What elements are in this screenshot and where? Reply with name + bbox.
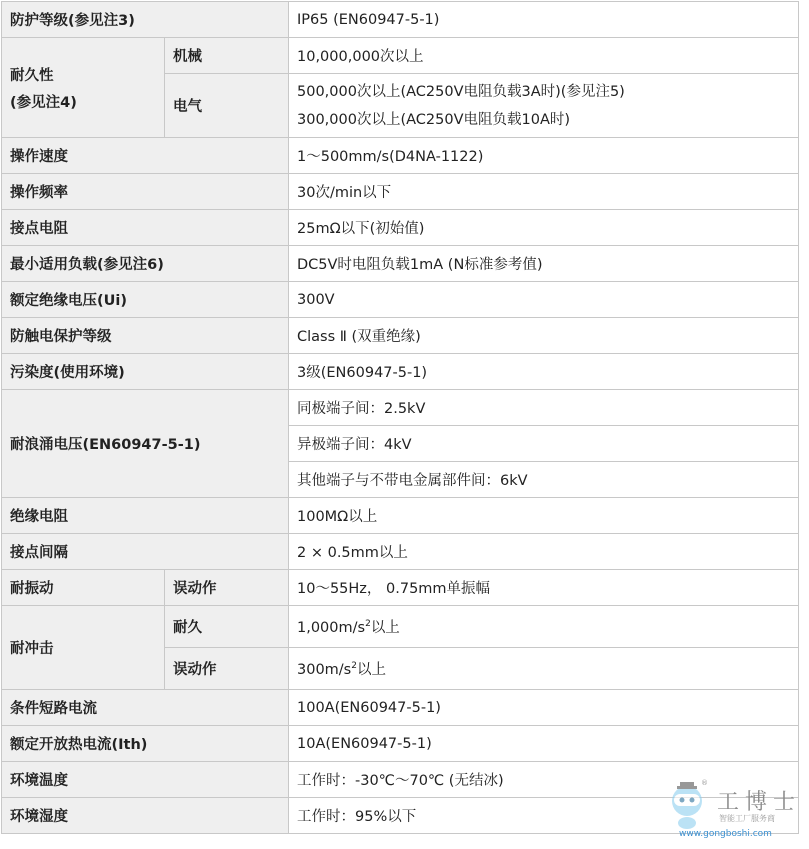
- table-row: [2, 390, 799, 426]
- row-label-insulation-resistance: 绝缘电阻: [2, 498, 289, 534]
- row-label-durability: [2, 38, 165, 138]
- row-label-contact-gap: 接点间隔: [2, 534, 289, 570]
- table-row: [2, 498, 799, 534]
- table-row: [2, 534, 799, 570]
- row-value-contact-gap: 2 × 0.5mm以上: [289, 534, 799, 570]
- electrical-value-line2: 300,000次以上(AC250V电阻负载10A时): [297, 111, 571, 128]
- watermark-url: www.gongboshi.com: [679, 829, 772, 839]
- row-label-contact-resistance: 接点电阻: [2, 210, 289, 246]
- table-row: [2, 174, 799, 210]
- row-label-vibration: 耐振动: [2, 570, 165, 606]
- row-value-shock-malfunction: [289, 648, 799, 690]
- row-value-insulation-voltage: 300V: [289, 282, 799, 318]
- watermark: [661, 777, 801, 843]
- row-label-ambient-humidity: 环境湿度: [2, 798, 289, 834]
- shock-durability-main: 1,000m/s: [297, 620, 366, 636]
- sub-label-mechanical: 机械: [165, 38, 289, 74]
- row-value-shock-protection: Class Ⅱ (双重绝缘): [289, 318, 799, 354]
- table-row: [2, 354, 799, 390]
- sub-label-vibration: 误动作: [165, 570, 289, 606]
- row-label-pollution: 污染度(使用环境): [2, 354, 289, 390]
- table-row: [2, 246, 799, 282]
- watermark-reg: ®: [701, 779, 708, 787]
- durability-label-line2: (参见注4): [10, 94, 77, 111]
- row-value-contact-resistance: 25mΩ以下(初始值): [289, 210, 799, 246]
- row-value-insulation-resistance: 100MΩ以上: [289, 498, 799, 534]
- row-label-protection: 防护等级(参见注3): [2, 2, 289, 38]
- table-row: [2, 138, 799, 174]
- watermark-tagline: 智能工厂服务商: [719, 814, 775, 823]
- table-row: [2, 2, 799, 38]
- watermark-brand: 工博士: [717, 790, 802, 815]
- shock-malfunction-main: 300m/s: [297, 662, 352, 678]
- sub-label-electrical: 电气: [165, 74, 289, 138]
- row-value-min-load: DC5V时电阻负载1mA (N标准参考值): [289, 246, 799, 282]
- sub-label-shock-malfunction: 误动作: [165, 648, 289, 690]
- table-row: [2, 38, 799, 74]
- shock-durability-sup: 2: [365, 619, 371, 630]
- row-label-surge: 耐浪涌电压(EN60947-5-1): [2, 390, 289, 498]
- row-label-shock: 耐冲击: [2, 606, 165, 690]
- row-value-shock-durability: [289, 606, 799, 648]
- row-value-protection: IP65 (EN60947-5-1): [289, 2, 799, 38]
- spec-table: [1, 1, 802, 834]
- row-value-surge-1: 同极端子间：2.5kV: [289, 390, 799, 426]
- table-row: [2, 318, 799, 354]
- row-value-pollution: 3级(EN60947-5-1): [289, 354, 799, 390]
- row-value-short-circuit: 100A(EN60947-5-1): [289, 690, 799, 726]
- table-row: [2, 210, 799, 246]
- row-value-frequency: 30次/min以下: [289, 174, 799, 210]
- table-row: [2, 282, 799, 318]
- row-value-ambient-humidity: 工作时：95%以下: [289, 798, 799, 834]
- row-value-surge-3: 其他端子与不带电金属部件间：6kV: [289, 462, 799, 498]
- row-label-thermal-current: 额定开放热电流(Ith): [2, 726, 289, 762]
- shock-malfunction-tail: 以上: [356, 662, 386, 678]
- row-value-vibration: 10～55Hz， 0.75mm单振幅: [289, 570, 799, 606]
- durability-label-line1: 耐久性: [10, 67, 54, 84]
- row-label-shock-protection: 防触电保护等级: [2, 318, 289, 354]
- table-row: [2, 726, 799, 762]
- table-row: [2, 606, 799, 648]
- row-value-mechanical: 10,000,000次以上: [289, 38, 799, 74]
- shock-malfunction-sup: 2: [351, 661, 357, 672]
- electrical-value-line1: 500,000次以上(AC250V电阻负载3A时)(参见注5): [297, 83, 625, 100]
- row-value-ambient-temp: 工作时：-30℃～70℃ (无结冰): [289, 762, 799, 798]
- robot-mascot-icon: [661, 777, 717, 833]
- row-value-electrical: [289, 74, 799, 138]
- row-value-speed: 1～500mm/s(D4NA-1122): [289, 138, 799, 174]
- row-label-insulation-voltage: 额定绝缘电压(Ui): [2, 282, 289, 318]
- row-label-frequency: 操作频率: [2, 174, 289, 210]
- row-value-thermal-current: 10A(EN60947-5-1): [289, 726, 799, 762]
- table-row: [2, 570, 799, 606]
- row-label-min-load: 最小适用负载(参见注6): [2, 246, 289, 282]
- row-label-ambient-temp: 环境温度: [2, 762, 289, 798]
- sub-label-shock-durability: 耐久: [165, 606, 289, 648]
- row-value-surge-2: 异极端子间：4kV: [289, 426, 799, 462]
- shock-durability-tail: 以上: [370, 620, 400, 636]
- row-label-short-circuit: 条件短路电流: [2, 690, 289, 726]
- table-row: [2, 690, 799, 726]
- row-label-speed: 操作速度: [2, 138, 289, 174]
